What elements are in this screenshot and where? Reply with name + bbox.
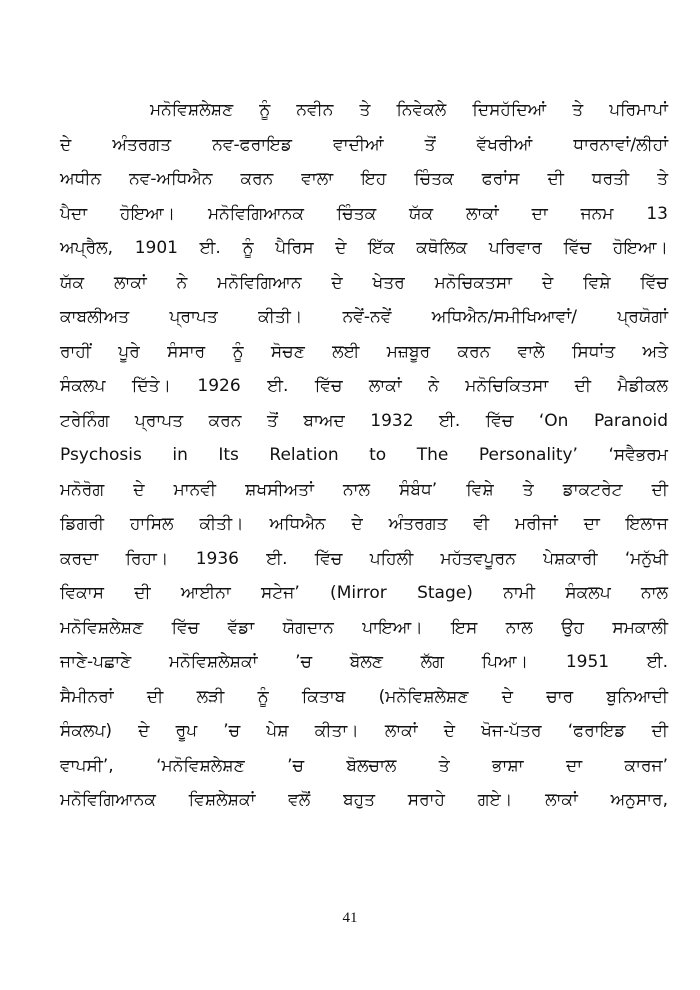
text-line: ਕਾਬਲੀਅਤ ਪ੍ਰਾਪਤ ਕੀਤੀ। ਨਵੇਂ-ਨਵੇਂ ਅਧਿਐਨ/ਸਮੀਖਿਆਵਾਂ/ ਪ੍ਰਯੋਗਾਂ: [60, 307, 668, 327]
text-line: ਵਾਪਸੀ’, ‘ਮਨੋਵਿਸ਼ਲੇਸ਼ਣ ’ਚ ਬੋਲਚਾਲ ਤੇ ਭਾਸ਼ਾ ਦਾ ਕਾਰਜ’: [60, 755, 668, 776]
text-line: ਸੰਕਲਪ) ਦੇ ਰੂਪ ’ਚ ਪੇਸ਼ ਕੀਤਾ। ਲਾਕਾਂ ਦੇ ਖੋਜ-ਪੱਤਰ ‘ਫਰਾਇਡ ਦੀ: [60, 721, 668, 741]
page-number: 41: [342, 910, 358, 926]
text-line: ਮਨੋਵਿਗਿਆਨਕ ਵਿਸ਼ਲੇਸ਼ਕਾਂ ਵਲੋਂ ਬਹੁਤ ਸਰਾਹੇ ਗਏ। ਲਾਕਾਂ ਅਨੁਸਾਰ,: [60, 790, 668, 810]
text-line: Psychosis in Its Relation to The Personality’ ‘ਸਵੈਭਰਮ: [60, 445, 668, 465]
text-line: ਦੇ ਅੰਤਰਗਤ ਨਵ-ਫਰਾਇਡ ਵਾਦੀਆਂ ਤੋਂ ਵੱਖਰੀਆਂ ਧਾਰਨਾਵਾਂ/ਲੀਹਾਂ: [60, 134, 668, 155]
text-line: ਮਨੋਰੋਗ ਦੇ ਮਾਨਵੀ ਸ਼ਖਸੀਅਤਾਂ ਨਾਲ ਸੰਬੰਧ’ ਵਿਸ਼ੇ ਤੇ ਡਾਕਟਰੇਟ ਦੀ: [60, 479, 668, 500]
text-line: ਵਿਕਾਸ ਦੀ ਆਈਨਾ ਸਟੇਜ’ (Mirror Stage) ਨਾਮੀ ਸੰਕਲਪ ਨਾਲ: [60, 583, 668, 603]
text-line: ਡਿਗਰੀ ਹਾਸਿਲ ਕੀਤੀ। ਅਧਿਐਨ ਦੇ ਅੰਤਰਗਤ ਵੀ ਮਰੀਜਾਂ ਦਾ ਇਲਾਜ: [60, 514, 668, 534]
text-line: ਰਾਹੀਂ ਪੂਰੇ ਸੰਸਾਰ ਨੂੰ ਸੋਚਣ ਲਈ ਮਜ਼ਬੂਰ ਕਰਨ ਵਾਲੇ ਸਿਧਾਂਤ ਅਤੇ: [60, 341, 668, 362]
text-line: ਪੈਦਾ ਹੋਇਆ। ਮਨੋਵਿਗਿਆਨਕ ਚਿੰਤਕ ਯੱਕ ਲਾਕਾਂ ਦਾ ਜਨਮ 13: [60, 203, 668, 224]
text-line: ਟਰੇਨਿੰਗ ਪ੍ਰਾਪਤ ਕਰਨ ਤੋਂ ਬਾਅਦ 1932 ਈ. ਵਿੱਚ ‘On Paranoid: [60, 410, 668, 431]
body-paragraph: [60, 95, 668, 820]
text-line: ਜਾਣੇ-ਪਛਾਣੇ ਮਨੋਵਿਸ਼ਲੇਸ਼ਕਾਂ ’ਚ ਬੋਲਣ ਲੱਗ ਪਿਆ। 1951 ਈ.: [60, 652, 668, 672]
text-line: ਯੱਕ ਲਾਕਾਂ ਨੇ ਮਨੋਵਿਗਿਆਨ ਦੇ ਖੇਤਰ ਮਨੋਚਿਕਤਸਾ ਦੇ ਵਿਸ਼ੇ ਵਿੱਚ: [60, 272, 668, 293]
text-line: ਕਰਦਾ ਰਿਹਾ। 1936 ਈ. ਵਿੱਚ ਪਹਿਲੀ ਮਹੱਤਵਪੂਰਨ ਪੇਸ਼ਕਾਰੀ ‘ਮਨੁੱਖੀ: [60, 548, 668, 569]
text-line: ਮਨੋਵਿਸ਼ਲੇਸ਼ਣ ਨੂੰ ਨਵੀਨ ਤੇ ਨਿਵੇਕਲੇ ਦਿਸਹੱਦਿਆਂ ਤੇ ਪਰਿਮਾਪਾਂ: [150, 100, 668, 120]
text-line: ਮਨੋਵਿਸ਼ਲੇਸ਼ਣ ਵਿੱਚ ਵੱਡਾ ਯੋਗਦਾਨ ਪਾਇਆ। ਇਸ ਨਾਲ ਉਹ ਸਮਕਾਲੀ: [60, 617, 668, 638]
text-line: ਅਧੀਨ ਨਵ-ਅਧਿਐਨ ਕਰਨ ਵਾਲਾ ਇਹ ਚਿੰਤਕ ਫਰਾਂਸ ਦੀ ਧਰਤੀ ਤੇ: [60, 169, 668, 189]
text-line: ਸੰਕਲਪ ਦਿੱਤੇ। 1926 ਈ. ਵਿੱਚ ਲਾਕਾਂ ਨੇ ਮਨੋਚਿਕਿਤਸਾ ਦੀ ਮੈਡੀਕਲ: [60, 376, 668, 396]
text-line: ਅਪ੍ਰੈਲ, 1901 ਈ. ਨੂੰ ਪੈਰਿਸ ਦੇ ਇੱਕ ਕਥੋਲਿਕ ਪਰਿਵਾਰ ਵਿੱਚ ਹੋਇਆ।: [60, 238, 668, 258]
text-line: ਸੈਮੀਨਰਾਂ ਦੀ ਲੜੀ ਨੂੰ ਕਿਤਾਬ (ਮਨੋਵਿਸ਼ਲੇਸ਼ਣ ਦੇ ਚਾਰ ਬੁਨਿਆਦੀ: [60, 686, 668, 707]
